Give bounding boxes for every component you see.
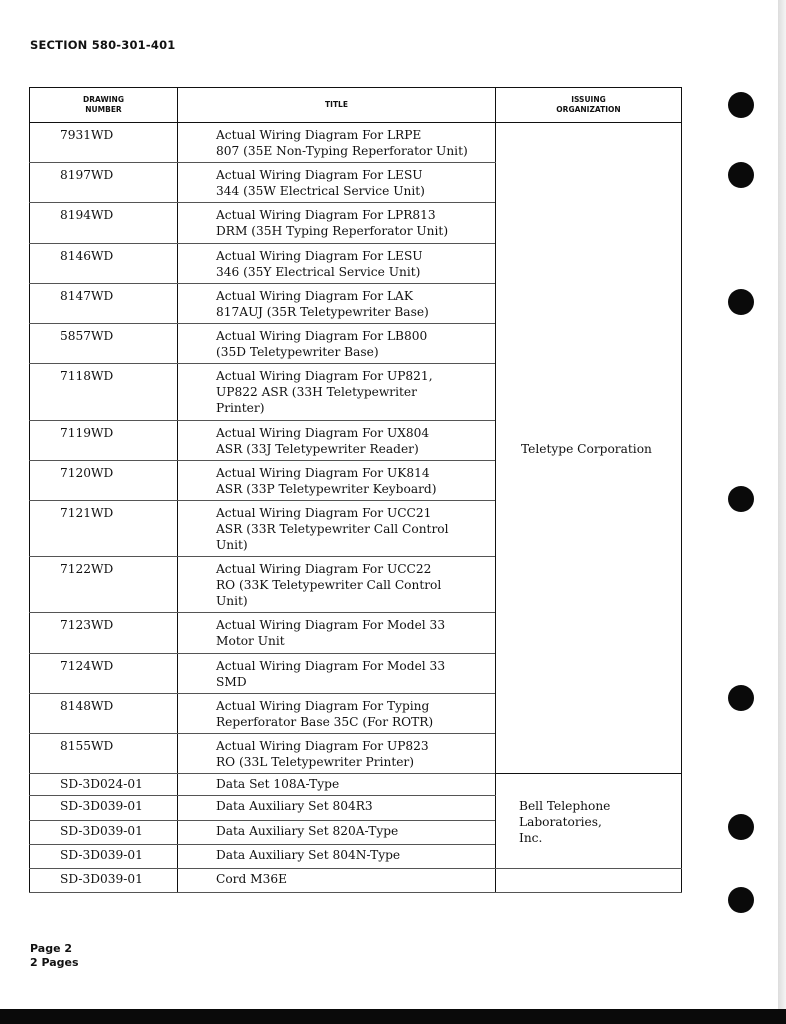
drawing-number-cell: SD-3D039-01 [30, 844, 178, 868]
binder-hole [728, 92, 754, 118]
binder-hole [728, 162, 754, 188]
drawing-number-cell: 7118WD [30, 364, 178, 420]
drawing-number-cell: 8194WD [30, 203, 178, 243]
table-row [30, 868, 682, 892]
scan-bottom-edge [0, 1009, 786, 1024]
drawing-number-cell: 7122WD [30, 557, 178, 613]
drawing-number-cell: 7120WD [30, 460, 178, 500]
title-cell: Actual Wiring Diagram For UP823 RO (33L Teletypewriter Printer) [178, 734, 496, 774]
page-right-edge [778, 0, 786, 1024]
issuing-organization-header: ISSUING ORGANIZATION [496, 88, 682, 123]
issuing-organization-empty-cell [496, 868, 682, 892]
title-cell: Data Auxiliary Set 804R3 [178, 796, 496, 820]
title-cell: Actual Wiring Diagram For LESU 344 (35W Electrical Service Unit) [178, 163, 496, 203]
title-cell: Actual Wiring Diagram For Model 33 SMD [178, 653, 496, 693]
title-header: TITLE [178, 88, 496, 123]
title-cell: Actual Wiring Diagram For Typing Reperforator Base 35C (For ROTR) [178, 693, 496, 733]
binder-hole [728, 887, 754, 913]
drawing-number-cell: 7121WD [30, 500, 178, 556]
drawing-number-cell: 8155WD [30, 734, 178, 774]
section-header: SECTION 580-301-401 [30, 38, 176, 52]
title-cell: Actual Wiring Diagram For UK814 ASR (33P Teletypewriter Keyboard) [178, 460, 496, 500]
drawing-number-cell: 8148WD [30, 693, 178, 733]
drawings-table-wrapper [29, 87, 681, 893]
page-footer [30, 942, 79, 970]
drawing-number-cell: 7124WD [30, 653, 178, 693]
binder-hole [728, 289, 754, 315]
title-cell: Actual Wiring Diagram For LB800 (35D Teletypewriter Base) [178, 324, 496, 364]
drawing-number-cell: SD-3D024-01 [30, 774, 178, 796]
drawing-number-cell: 7123WD [30, 613, 178, 653]
title-cell: Actual Wiring Diagram For UCC22 RO (33K Teletypewriter Call Control Unit) [178, 557, 496, 613]
issuing-organization-cell: Bell Telephone Laboratories, Inc. [496, 774, 682, 868]
title-cell: Actual Wiring Diagram For UCC21 ASR (33R Teletypewriter Call Control Unit) [178, 500, 496, 556]
table-header-row [30, 88, 682, 123]
page-count: 2 Pages [30, 956, 79, 969]
title-cell: Data Auxiliary Set 820A-Type [178, 820, 496, 844]
drawing-number-cell: 8146WD [30, 243, 178, 283]
drawing-number-cell: 7119WD [30, 420, 178, 460]
table-row [30, 774, 682, 796]
title-cell: Cord M36E [178, 868, 496, 892]
title-cell: Actual Wiring Diagram For LPR813 DRM (35H Typing Reperforator Unit) [178, 203, 496, 243]
drawing-number-header: DRAWING NUMBER [30, 88, 178, 123]
drawings-table [29, 87, 682, 893]
drawing-number-cell: 8197WD [30, 163, 178, 203]
issuing-organization-cell: Teletype Corporation [496, 123, 682, 774]
table-body [30, 123, 682, 893]
drawing-number-cell: SD-3D039-01 [30, 820, 178, 844]
binder-hole [728, 486, 754, 512]
title-cell: Actual Wiring Diagram For Model 33 Motor Unit [178, 613, 496, 653]
drawing-number-cell: SD-3D039-01 [30, 868, 178, 892]
title-cell: Data Auxiliary Set 804N-Type [178, 844, 496, 868]
drawing-number-cell: 7931WD [30, 123, 178, 163]
title-cell: Actual Wiring Diagram For UX804 ASR (33J Teletypewriter Reader) [178, 420, 496, 460]
drawing-number-cell: SD-3D039-01 [30, 796, 178, 820]
binder-hole [728, 685, 754, 711]
drawing-number-cell: 5857WD [30, 324, 178, 364]
title-cell: Actual Wiring Diagram For LESU 346 (35Y Electrical Service Unit) [178, 243, 496, 283]
binder-hole [728, 814, 754, 840]
title-cell: Actual Wiring Diagram For LRPE 807 (35E Non-Typing Reperforator Unit) [178, 123, 496, 163]
title-cell: Actual Wiring Diagram For UP821, UP822 ASR (33H Teletypewriter Printer) [178, 364, 496, 420]
title-cell: Data Set 108A-Type [178, 774, 496, 796]
page-number: Page 2 [30, 942, 73, 955]
title-cell: Actual Wiring Diagram For LAK 817AUJ (35R Teletypewriter Base) [178, 283, 496, 323]
drawing-number-cell: 8147WD [30, 283, 178, 323]
table-row [30, 123, 682, 163]
